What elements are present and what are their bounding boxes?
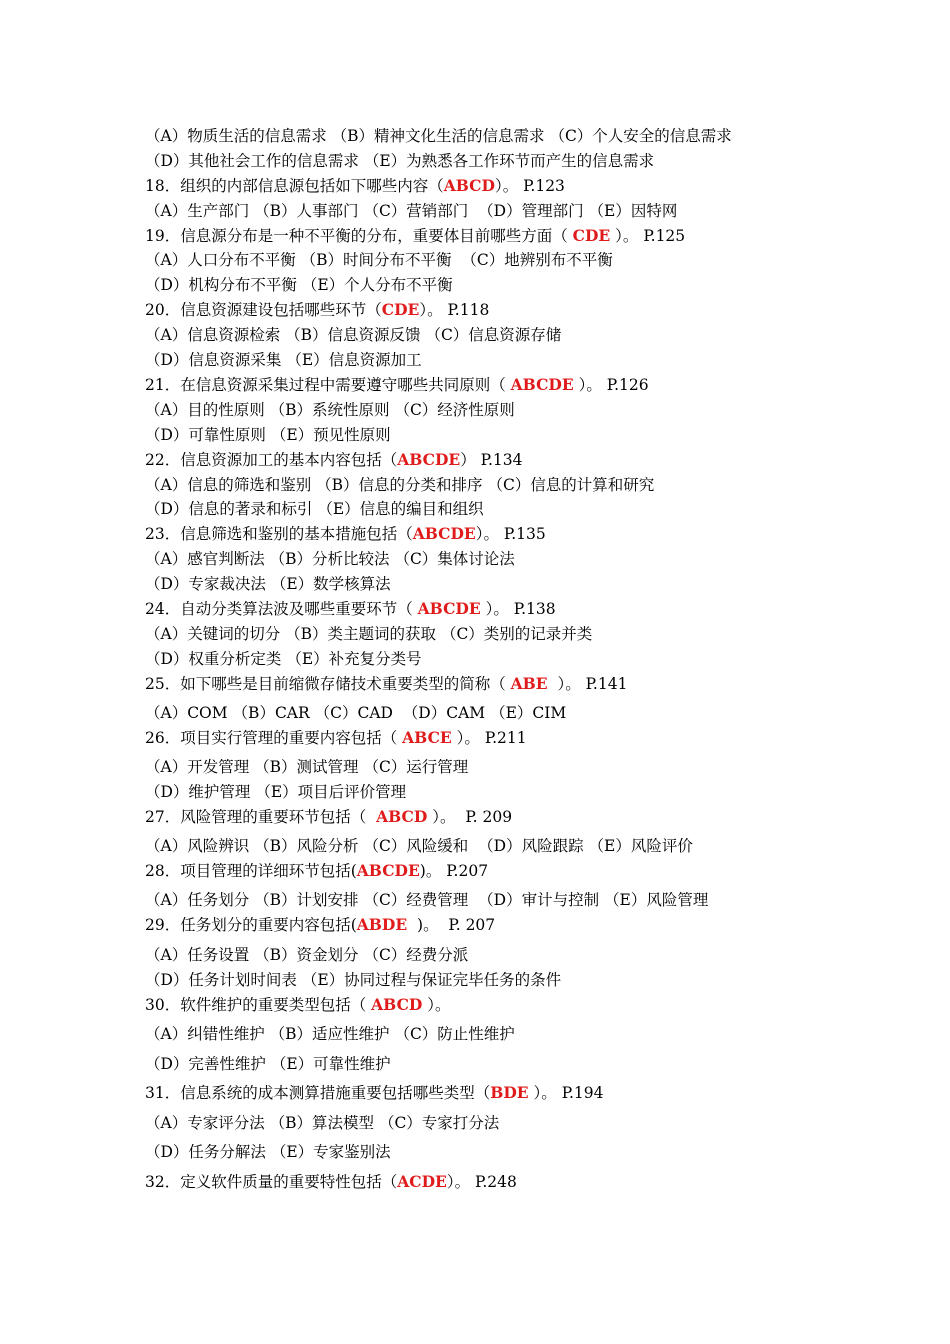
question-line — [145, 176, 565, 196]
option-line: （D）任务分解法 （E）专家鉴别法 — [145, 1143, 391, 1161]
question-line — [145, 1083, 604, 1103]
answer-key: CDE — [572, 226, 611, 245]
question-line — [145, 807, 512, 827]
question-line — [145, 674, 627, 694]
question-text: 18．组织的内部信息源包括如下哪些内容（ — [145, 177, 444, 195]
question-line — [145, 300, 489, 320]
question-text: 29．任务划分的重要内容包括( — [145, 916, 357, 934]
question-text: 32．定义软件质量的重要特性包括（ — [145, 1173, 398, 1191]
option-line: （D）完善性维护 （E）可靠性维护 — [145, 1055, 391, 1073]
option-line: （A）感官判断法 （B）分析比较法 （C）集体讨论法 — [145, 550, 515, 568]
option-line: （D）机构分布不平衡 （E）个人分布不平衡 — [145, 276, 453, 294]
option-line: （A）专家评分法 （B）算法模型 （C）专家打分法 — [145, 1114, 500, 1132]
option-line: （A）任务设置 （B）资金划分 （C）经费分派 — [145, 946, 469, 964]
answer-key: ACDE — [397, 1172, 447, 1191]
question-suffix: ）。 P.123 — [494, 177, 565, 195]
question-suffix: ） P.134 — [460, 451, 523, 469]
question-line — [145, 728, 527, 748]
option-line: （D）维护管理 （E）项目后评价管理 — [145, 783, 407, 801]
question-text: 27．风险管理的重要环节包括（ — [145, 808, 377, 826]
option-line: （A）信息资源检索 （B）信息资源反馈 （C）信息资源存储 — [145, 326, 562, 344]
question-line — [145, 995, 451, 1015]
question-line — [145, 599, 556, 619]
answer-key: ABCDE — [417, 599, 481, 618]
answer-key: ABCDE — [356, 861, 420, 880]
option-line: （D）其他社会工作的信息需求 （E）为熟悉各工作环节而产生的信息需求 — [145, 152, 655, 170]
option-line: （A）目的性原则 （B）系统性原则 （C）经济性原则 — [145, 401, 515, 419]
question-text: 24．自动分类算法波及哪些重要环节（ — [145, 600, 418, 618]
question-line — [145, 226, 685, 246]
answer-key: ABCD — [371, 995, 423, 1014]
question-text: 22．信息资源加工的基本内容包括（ — [145, 451, 398, 469]
option-line: （A）COM （B）CAR （C）CAD （D）CAM （E）CIM — [145, 704, 567, 722]
question-line — [145, 450, 522, 470]
question-suffix: )。 P.207 — [419, 862, 489, 880]
question-suffix: ）。 — [422, 996, 451, 1014]
option-line: （D）信息资源采集 （E）信息资源加工 — [145, 351, 422, 369]
question-line — [145, 915, 495, 935]
option-line: （A）关键词的切分 （B）类主题词的获取 （C）类别的记录并类 — [145, 625, 593, 643]
option-line: （D）专家裁决法 （E）数学核算法 — [145, 575, 391, 593]
question-line — [145, 1172, 517, 1192]
question-text: 21．在信息资源采集过程中需要遵守哪些共同原则（ — [145, 376, 511, 394]
option-line: （D）可靠性原则 （E）预见性原则 — [145, 426, 391, 444]
option-line: （A）开发管理 （B）测试管理 （C）运行管理 — [145, 758, 469, 776]
question-suffix: ）。 P.125 — [610, 227, 686, 245]
question-line — [145, 524, 546, 544]
option-line: （D）权重分析定类 （E）补充复分类号 — [145, 650, 422, 668]
answer-key: BDE — [490, 1083, 529, 1102]
option-line: （A）物质生活的信息需求 （B）精神文化生活的信息需求 （C）个人安全的信息需求 — [145, 127, 732, 145]
option-line: （D）信息的著录和标引 （E）信息的编目和组织 — [145, 500, 484, 518]
question-text: 28．项目管理的详细环节包括( — [145, 862, 357, 880]
question-line — [145, 861, 488, 881]
question-suffix: ）。 P.141 — [547, 675, 628, 693]
question-suffix: ）。 P.126 — [573, 376, 649, 394]
answer-key: ABCDE — [397, 450, 461, 469]
option-line: （A）信息的筛选和鉴别 （B）信息的分类和排序 （C）信息的计算和研究 — [145, 476, 655, 494]
question-suffix: )。 P. 207 — [407, 916, 496, 934]
question-text: 25．如下哪些是目前缩微存储技术重要类型的简称（ — [145, 675, 511, 693]
option-line: （A）人口分布不平衡 （B）时间分布不平衡 （C）地辨别布不平衡 — [145, 251, 613, 269]
question-suffix: ）。 P.248 — [446, 1173, 517, 1191]
answer-key: ABDE — [356, 915, 408, 934]
question-suffix: ）。 P.194 — [528, 1084, 604, 1102]
answer-key: ABE — [510, 674, 548, 693]
option-line: （A）任务划分 （B）计划安排 （C）经费管理 （D）审计与控制 （E）风险管理 — [145, 891, 709, 909]
question-suffix: ）。 P.211 — [451, 729, 527, 747]
answer-key: ABCDE — [412, 524, 476, 543]
option-line: （A）风险辨识 （B）风险分析 （C）风险缓和 （D）风险跟踪 （E）风险评价 — [145, 837, 693, 855]
question-suffix: ）。 P.135 — [475, 525, 546, 543]
question-text: 19．信息源分布是一种不平衡的分布，重要体目前哪些方面（ — [145, 227, 573, 245]
question-text: 23．信息筛选和鉴别的基本措施包括（ — [145, 525, 413, 543]
answer-key: ABCD — [443, 176, 495, 195]
option-line: （A）纠错性维护 （B）适应性维护 （C）防止性维护 — [145, 1025, 515, 1043]
question-line — [145, 375, 649, 395]
question-suffix: ）。 P.118 — [419, 301, 490, 319]
question-suffix: ）。 P. 209 — [427, 808, 513, 826]
question-suffix: ）。 P.138 — [480, 600, 556, 618]
answer-key: ABCE — [402, 728, 452, 747]
question-text: 20．信息资源建设包括哪些环节（ — [145, 301, 382, 319]
option-line: （A）生产部门 （B）人事部门 （C）营销部门 （D）管理部门 （E）因特网 — [145, 202, 678, 220]
question-text: 30．软件维护的重要类型包括（ — [145, 996, 372, 1014]
answer-key: CDE — [381, 300, 420, 319]
answer-key: ABCD — [376, 807, 428, 826]
question-text: 26．项目实行管理的重要内容包括（ — [145, 729, 403, 747]
option-line: （D）任务计划时间表 （E）协同过程与保证完毕任务的条件 — [145, 971, 562, 989]
question-text: 31．信息系统的成本测算措施重要包括哪些类型（ — [145, 1084, 491, 1102]
answer-key: ABCDE — [510, 375, 574, 394]
